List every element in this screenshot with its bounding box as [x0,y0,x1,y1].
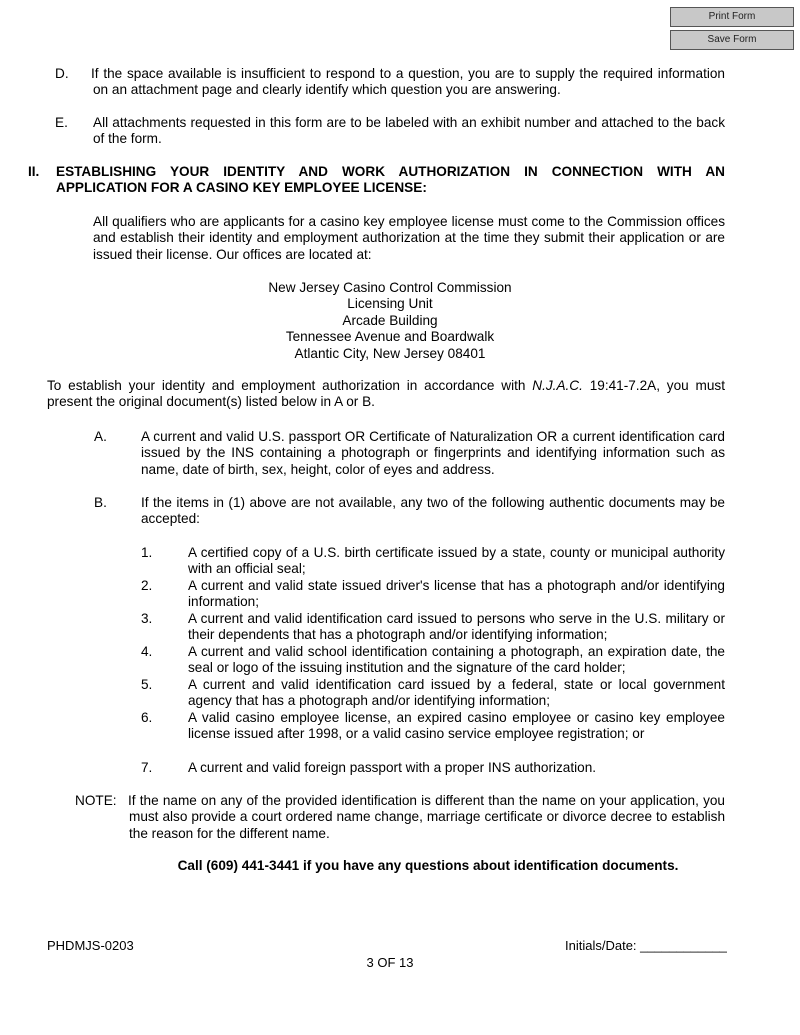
document-text: A certified copy of a U.S. birth certificate issued by a state, county or municipal authority with an official seal; [188,545,725,577]
document-number: 5. [141,677,153,692]
note-label: NOTE: [75,793,117,808]
section-paragraph: All qualifiers who are applicants for a casino key employee license must come to the Commission offices and establish their identity and employment authorization at the time they submit their application or are issued their license. Our offices are located at: [93,214,725,262]
address-line: Arcade Building [342,312,438,328]
document-number: 7. [141,760,153,775]
establish-prefix: To establish your identity and employment authorization in accordance with [47,378,533,393]
establish-paragraph [47,378,725,411]
address-line: Licensing Unit [347,296,433,312]
section-heading: ESTABLISHING YOUR IDENTITY AND WORK AUTHORIZATION IN CONNECTION WITH AN APPLICATION FOR A CASINO KEY EMPLOYEE LICENSE: [56,164,725,196]
item-d-text: If the space available is insufficient to respond to a question, you are to supply the required information on an attachment page and clearly identify which question you are answering. [91,66,725,98]
document-text: A valid casino employee license, an expired casino employee or casino key employee license issued after 1998, or a valid casino service employee registration; or [188,710,725,742]
note-text: If the name on any of the provided identification is different than the name on your application, you must also provide a court ordered name change, marriage certificate or divorce decree to establish the reason for the different name. [128,793,725,841]
call-line: Call (609) 441-3441 if you have any questions about identification documents. [177,858,679,873]
document-text: A current and valid foreign passport with a proper INS authorization. [188,760,597,775]
document-number: 1. [141,545,153,560]
option-b-text: If the items in (1) above are not available, any two of the following authentic documents may be accepted: [141,495,725,527]
option-a-label: A. [94,429,107,444]
office-address [190,280,590,362]
print-form-button[interactable]: Print Form [670,7,794,27]
document-number: 3. [141,611,153,626]
document-text: A current and valid identification card issued by a federal, state or local government agency that has a photograph and/or identifying information; [188,677,725,709]
address-line: New Jersey Casino Control Commission [268,280,512,295]
item-e-label: E. [55,115,68,130]
establish-suffix: 19:41-7.2A, you must present the original document(s) listed below in A or B. [47,378,725,410]
document-number: 6. [141,710,153,725]
page-number: 3 OF 13 [366,955,414,970]
initials-date: Initials/Date: ____________ [565,938,727,953]
item-e-text: All attachments requested in this form are to be labeled with an exhibit number and attached to the back of the form. [93,115,725,147]
option-a-text: A current and valid U.S. passport OR Certificate of Naturalization OR a current identification card issued by the INS containing a photograph or fingerprints and identifying information such as name, date of birth, sex, height, color of eyes and address. [141,429,725,477]
document-text: A current and valid school identification containing a photograph, an expiration date, the seal or logo of the issuing institution and the signature of the card holder; [188,644,725,676]
citation: N.J.A.C. [532,378,583,393]
document-number: 2. [141,578,153,593]
save-form-button[interactable]: Save Form [670,30,794,50]
document-text: A current and valid state issued driver's license that has a photograph and/or identifying information; [188,578,725,610]
item-d-label: D. [55,66,69,81]
document-text: A current and valid identification card issued to persons who serve in the U.S. military or their dependents that has a photograph and/or identifying information; [188,611,725,643]
form-id: PHDMJS-0203 [47,938,134,953]
document-number: 4. [141,644,153,659]
section-number: II. [28,164,40,179]
option-b-label: B. [94,495,107,510]
address-line: Tennessee Avenue and Boardwalk [285,329,495,345]
address-line: Atlantic City, New Jersey 08401 [294,345,486,361]
